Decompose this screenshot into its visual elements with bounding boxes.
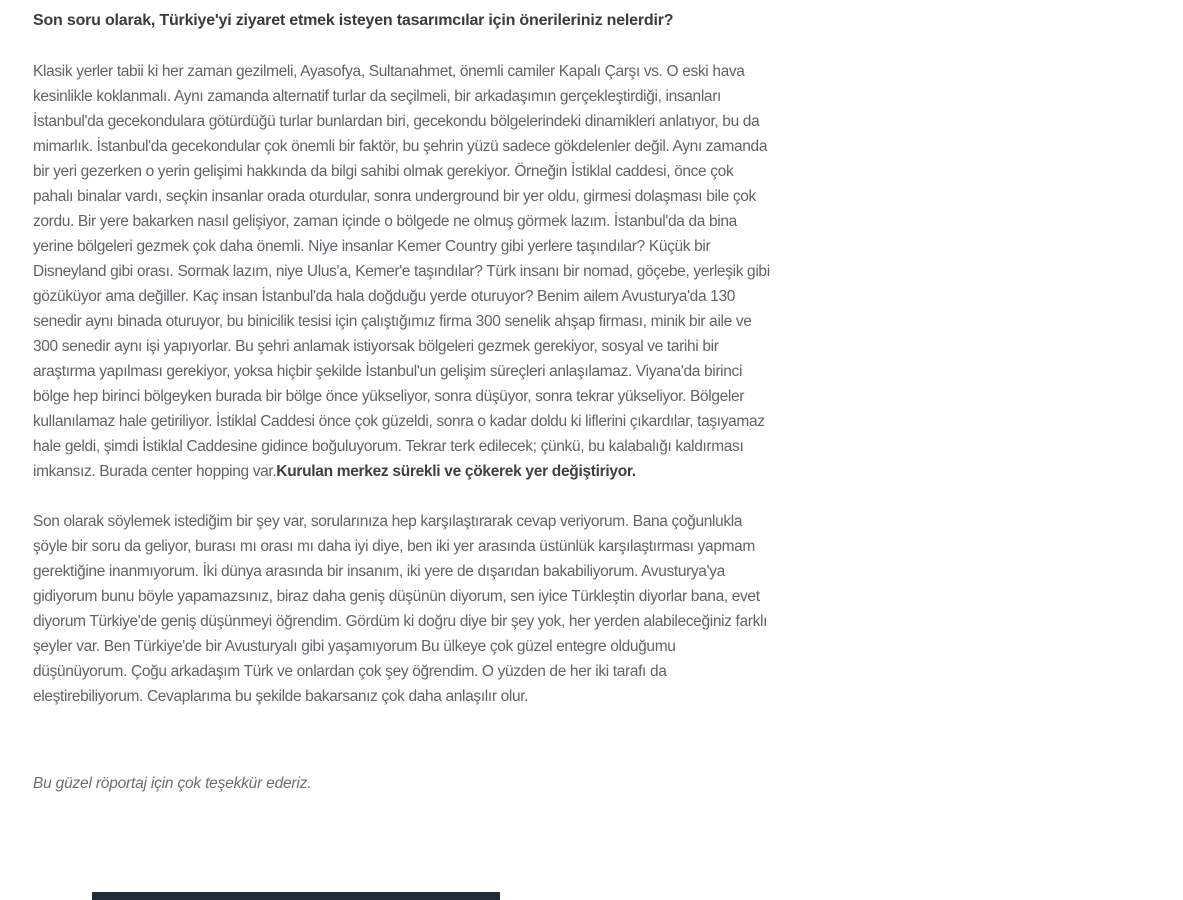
cropped-footer-bar	[92, 892, 500, 900]
answer-paragraph-2: Son olarak söylemek istediğim bir şey var, sorularınıza hep karşılaştırarak cevap veriyorum. Bana çoğunlukla şöyle bir soru da geliyor, burası mı orası mı daha iyi diye, ben iki yer arasında üstünlük karşılaştırması yapmam gerektiğine inanmıyorum. İki dünya arasında bir insanım, iki yere de dışarıdan bakabiliyorum. Avusturya'ya gidiyorum bunu böyle yapamazsınız, biraz daha geniş düşünün diyorum, sen iyice Türkleştin diyorlar bana, evet diyorum Türkiye'de geniş düşünmeyi öğrendim. Gördüm ki doğru diye bir şey yok, her yerden alabileceğiniz farklı şeyler var. Ben Türkiye'de bir Avusturyalı gibi yaşamıyorum Bu ülkeye çok güzel entegre olduğumu düşünüyorum. Çoğu arkadaşım Türk ve onlardan çok şey öğrendim. O yüzden de her iki tarafı da eleştirebiliyorum. Cevaplarıma bu şekilde bakarsanız çok daha anlaşılır olur.	[33, 513, 768, 705]
answer-paragraph-1	[33, 59, 770, 484]
answer-paragraph-1-bold: Kurulan merkez sürekli ve çökerek yer değiştiriyor.	[276, 463, 636, 480]
closing-thanks-line: Bu güzel röportaj için çok teşekkür ederiz.	[33, 775, 312, 792]
interview-article	[33, 10, 770, 796]
answer-paragraph-1-text: Klasik yerler tabii ki her zaman gezilmeli, Ayasofya, Sultanahmet, önemli camiler Kapalı Çarşı vs. O eski hava kesinlikle koklanmalı. Aynı zamanda alternatif turlar da seçilmeli, bir arkadaşımın gerçekleştirdiği, insanları İstanbul'da gecekondulara götürdüğü turlar bunlardan biri, gecekondu bölgelerindeki dinamikleri anlatıyor, bu da mimarlık. İstanbul'da gecekondular çok önemli bir faktör, bu şehrin yüzü sadece gökdelenler değil. Aynı zamanda bir yeri gezerken o yerin gelişimi hakkında da bilgi sahibi olmak gerekiyor. Örneğin İstiklal caddesi, önce çok pahalı binalar vardı, seçkin insanlar orada oturdular, sonra underground bir yer oldu, girmesi dolaşması bile çok zordu. Bir yere bakarken nasıl gelişiyor, zaman içinde o bölgede ne olmuş görmek lazım. İstanbul'da da bina yerine bölgeleri gezmek çok daha önemli. Niye insanlar Kemer Country gibi yerlere taşındılar? Küçük bir Disneyland gibi orası. Sormak lazım, niye Ulus'a, Kemer'e taşındılar? Türk insanı bir nomad, göçebe, yerleşik gibi gözüküyor ama değiller. Kaç insan İstanbul'da hala doğduğu yerde oturuyor? Benim ailem Avusturya'da 130 senedir aynı binada oturuyor, bu binicilik tesisi için çalıştığımız firma 300 senelik ahşap firması, minik bir aile ve 300 senedir aynı işi yapıyorlar. Bu şehri anlamak istiyorsak bölgeleri gezmek gerekiyor, sosyal ve tarihi bir araştırma yapılması gerekiyor, yoksa hiçbir şekilde İstanbul'un gelişim süreçleri anlaşılamaz. Viyana'da birinci bölge hep birinci bölgeyken burada bir bölge önce yükseliyor, sonra düşüyor, sonra tekrar yükseliyor. Bölgeler kullanılamaz hale getiriliyor. İstiklal Caddesi önce çok güzeldi, sonra o kadar doldu ki liflerini çıkardılar, taşıyamaz hale geldi, şimdi İstiklal Caddesine gidince boğuluyorum. Tekrar terk edilecek; çünkü, bu kalabalığı kaldırması imkansız. Burada center hopping var.	[33, 63, 770, 480]
interview-question-heading: Son soru olarak, Türkiye'yi ziyaret etmek isteyen tasarımcılar için önerileriniz nelerdir?	[33, 12, 674, 29]
